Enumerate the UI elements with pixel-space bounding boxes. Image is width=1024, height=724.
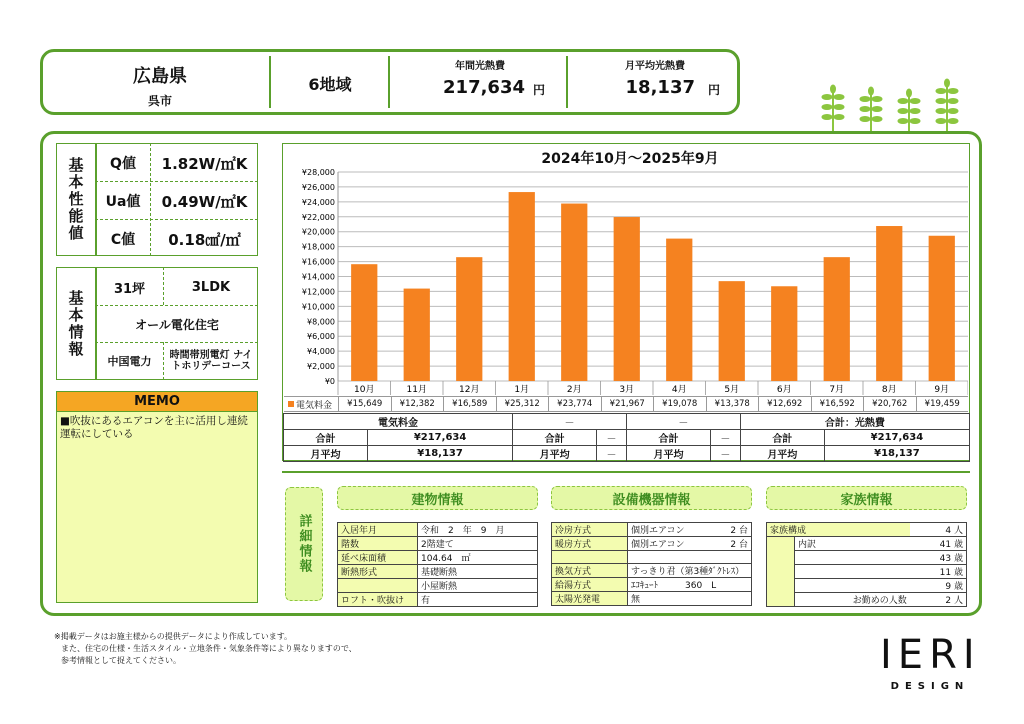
family-key xyxy=(767,551,795,565)
memo-title: MEMO xyxy=(57,392,257,412)
equipment-table xyxy=(551,522,752,606)
y-tick-label: ¥10,000 xyxy=(301,302,335,312)
building-table xyxy=(337,522,538,607)
summary-label: 月平均 xyxy=(626,446,710,462)
data-label: ¥19,078 xyxy=(653,397,706,411)
equip-val: 個別エアコン xyxy=(628,523,716,537)
equip-val: 無 xyxy=(628,591,752,605)
bar xyxy=(824,257,850,381)
house-type: オール電化住宅 xyxy=(135,317,219,332)
prefecture: 広島県 xyxy=(133,66,187,87)
info-title: 基本情報 xyxy=(66,289,85,358)
y-tick-label: ¥20,000 xyxy=(301,227,335,237)
building-val: 令和 2 年 9 月 xyxy=(418,523,538,537)
section-divider xyxy=(282,471,970,473)
q-label: Q値 xyxy=(110,156,136,172)
monthly-label: 月平均光熱費 xyxy=(625,61,685,72)
summary-label: 月平均 xyxy=(513,446,597,462)
q-value: 1.82W/㎡K xyxy=(161,154,248,173)
y-tick-label: ¥8,000 xyxy=(307,317,335,327)
building-val: 104.64 ㎡ xyxy=(418,551,538,565)
bar xyxy=(509,192,535,381)
perf-divider xyxy=(95,181,258,182)
power-company: 中国電力 xyxy=(107,355,152,368)
equip-key xyxy=(552,551,628,564)
annual-value: 217,634 xyxy=(443,77,525,98)
y-tick-label: ¥2,000 xyxy=(307,362,335,372)
c-value: 0.18㎠/㎡ xyxy=(168,230,241,249)
equip-val: ｴｺｷｭｰﾄ 360 L xyxy=(628,577,752,591)
family-sub xyxy=(795,579,910,593)
c-label: C値 xyxy=(110,232,136,248)
y-tick-label: ¥18,000 xyxy=(301,242,335,252)
summary-value: ¥217,634 xyxy=(824,430,969,446)
building-val: 2階建て xyxy=(418,537,538,551)
equip-qty: 2 台 xyxy=(716,523,752,537)
house-size: 31坪 xyxy=(113,281,146,297)
bar xyxy=(404,289,430,381)
y-tick-label: ¥6,000 xyxy=(307,332,335,342)
x-tick-label: 7月 xyxy=(829,385,845,395)
x-tick-label: 6月 xyxy=(776,385,792,395)
building-key: 入居年月 xyxy=(338,523,418,537)
building-val: 有 xyxy=(418,593,538,607)
summary-value: ¥217,634 xyxy=(368,430,513,446)
y-tick-label: ¥24,000 xyxy=(301,197,335,207)
family-val: 41 歳 xyxy=(910,537,967,551)
footer-note-2: また、住宅の仕様・生活スタイル・立地条件・気象条件等により異なりますので、 xyxy=(61,644,357,653)
data-label: ¥19,459 xyxy=(916,397,969,411)
family-sub xyxy=(795,565,910,579)
legend-label: 電気料金 xyxy=(296,401,333,411)
building-val: 小屋断熱 xyxy=(418,579,538,593)
y-tick-label: ¥12,000 xyxy=(301,287,335,297)
performance-title: 基本性能値 xyxy=(66,157,85,242)
x-tick-label: 10月 xyxy=(354,385,375,395)
bar xyxy=(771,286,797,381)
bar xyxy=(719,281,745,381)
chart-title: 2024年10月～2025年9月 xyxy=(541,151,719,167)
city: 呉市 xyxy=(147,94,172,108)
summary-head-3: － xyxy=(626,414,740,430)
equipment-title: 設備機器情報 xyxy=(551,486,752,510)
summary-head-electric: 電気料金 xyxy=(284,414,513,430)
data-label: ¥15,649 xyxy=(338,397,391,411)
y-tick-label: ¥16,000 xyxy=(301,257,335,267)
summary-value: － xyxy=(710,446,740,462)
summary-value: － xyxy=(710,430,740,446)
memo-text: ■吹抜にあるエアコンを主に活用し連続運転にしている xyxy=(60,415,248,440)
family-key xyxy=(767,593,795,607)
summary-value: － xyxy=(597,430,627,446)
data-label: ¥13,378 xyxy=(706,397,759,411)
header-divider xyxy=(566,56,568,108)
equip-key: 換気方式 xyxy=(552,563,628,577)
building-title: 建物情報 xyxy=(337,486,538,510)
power-plan: 時間帯別電灯 ナイトホリデーコース xyxy=(169,350,253,372)
y-tick-label: ¥14,000 xyxy=(301,272,335,282)
x-tick-label: 8月 xyxy=(881,385,897,395)
data-label: ¥20,762 xyxy=(863,397,916,411)
equip-key: 太陽光発電 xyxy=(552,591,628,605)
bar xyxy=(561,204,587,381)
y-tick-label: ¥22,000 xyxy=(301,212,335,222)
perf-divider xyxy=(95,219,258,220)
family-val: 4 人 xyxy=(910,523,967,537)
equip-key: 給湯方式 xyxy=(552,577,628,591)
equip-qty: 2 台 xyxy=(716,537,752,551)
building-key: ロフト・吹抜け xyxy=(338,593,418,607)
x-tick-label: 1月 xyxy=(514,385,530,395)
y-tick-label: ¥28,000 xyxy=(301,168,335,177)
bar xyxy=(666,239,692,381)
family-sub: 内訳 xyxy=(795,537,910,551)
data-label: ¥25,312 xyxy=(496,397,549,411)
y-tick-label: ¥26,000 xyxy=(301,182,335,192)
header-divider xyxy=(388,56,390,108)
monthly-unit: 円 xyxy=(708,83,721,97)
summary-label: 月平均 xyxy=(284,446,368,462)
data-label: ¥16,592 xyxy=(811,397,864,411)
x-tick-label: 5月 xyxy=(724,385,740,395)
summary-head-total: 合計：光熱費 xyxy=(740,414,969,430)
details-title: 詳細情報 xyxy=(285,487,323,601)
summary-label: 合計 xyxy=(626,430,710,446)
summary-head-2: － xyxy=(513,414,627,430)
summary-label: 合計 xyxy=(740,430,824,446)
bar xyxy=(614,217,640,381)
family-key xyxy=(767,579,795,593)
summary-table xyxy=(283,413,970,462)
x-tick-label: 12月 xyxy=(459,385,480,395)
house-layout: 3LDK xyxy=(191,279,231,295)
footer-note-1: ※掲載データはお施主様からの提供データにより作成しています。 xyxy=(54,632,293,641)
data-label: ¥21,967 xyxy=(601,397,654,411)
family-val: 9 歳 xyxy=(910,579,967,593)
x-tick-label: 4月 xyxy=(671,385,687,395)
data-label: ¥12,692 xyxy=(758,397,811,411)
equip-val: すっきり君（第3種ﾀﾞｸﾄﾚｽ） xyxy=(628,563,752,577)
ua-label: Ua値 xyxy=(105,194,141,210)
summary-value: － xyxy=(597,446,627,462)
x-tick-label: 2月 xyxy=(566,385,582,395)
bar xyxy=(929,236,955,381)
data-label: ¥12,382 xyxy=(391,397,444,411)
family-key xyxy=(767,565,795,579)
family-key: 家族構成 xyxy=(767,523,910,537)
bar xyxy=(351,264,377,381)
family-sub xyxy=(795,551,910,565)
plant-decoration-icon xyxy=(815,75,965,133)
family-val: 11 歳 xyxy=(910,565,967,579)
bar-chart xyxy=(284,160,968,410)
data-row-frame xyxy=(284,396,968,412)
ua-value: 0.49W/㎡K xyxy=(161,192,248,211)
building-key: 延べ床面積 xyxy=(338,551,418,565)
building-key: 断熱形式 xyxy=(338,565,418,579)
footer-note-3: 参考情報として捉えてください。 xyxy=(61,656,181,665)
summary-label: 合計 xyxy=(284,430,368,446)
summary-value: ¥18,137 xyxy=(368,446,513,462)
family-sub: お勤めの人数 xyxy=(795,593,910,607)
bar xyxy=(456,257,482,381)
logo-sub: DESIGN xyxy=(890,681,970,692)
data-label: ¥23,774 xyxy=(548,397,601,411)
equip-key: 冷房方式 xyxy=(552,523,628,537)
annual-unit: 円 xyxy=(533,83,546,97)
equip-val xyxy=(628,551,716,564)
summary-label: 月平均 xyxy=(740,446,824,462)
monthly-value: 18,137 xyxy=(625,77,695,98)
summary-label: 合計 xyxy=(513,430,597,446)
summary-value: ¥18,137 xyxy=(824,446,969,462)
header-divider xyxy=(269,56,271,108)
building-key: 階数 xyxy=(338,537,418,551)
region: 6地域 xyxy=(308,75,352,94)
x-tick-label: 3月 xyxy=(619,385,635,395)
bar xyxy=(876,226,902,381)
family-table xyxy=(766,522,967,607)
annual-label: 年間光熱費 xyxy=(455,61,505,72)
family-key xyxy=(767,537,795,551)
y-tick-label: ¥0 xyxy=(324,377,335,386)
data-label: ¥16,589 xyxy=(443,397,496,411)
family-val: 2 人 xyxy=(910,593,967,607)
x-tick-label: 9月 xyxy=(934,385,950,395)
building-val: 基礎断熱 xyxy=(418,565,538,579)
y-tick-label: ¥4,000 xyxy=(307,347,335,357)
x-tick-label: 11月 xyxy=(406,385,427,395)
equip-qty xyxy=(716,551,752,564)
family-title: 家族情報 xyxy=(766,486,967,510)
equip-val: 個別エアコン xyxy=(628,537,716,551)
equip-key: 暖房方式 xyxy=(552,537,628,551)
logo: IERI xyxy=(880,632,981,678)
family-val: 43 歳 xyxy=(910,551,967,565)
building-key xyxy=(338,579,418,593)
